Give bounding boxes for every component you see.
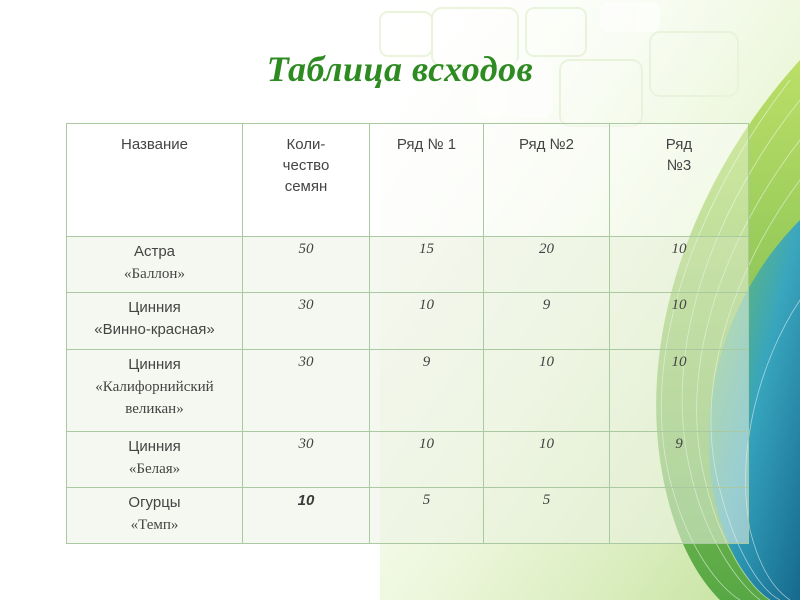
plant-name-cell [67,350,243,431]
table-header-row [67,124,749,237]
row-1-value: 10 [370,431,484,487]
plant-name: Астра [133,243,176,260]
plant-variety: «Калифорнийский великан» [95,379,214,418]
seed-count: 30 [243,293,370,350]
header-seed-count: Коли- чество семян [243,124,370,237]
row-2-value: 5 [484,487,610,543]
row-1-value: 5 [370,487,484,543]
row-2-value: 9 [484,293,610,350]
seed-count: 30 [243,350,370,431]
row-3-value: 10 [610,237,749,293]
table-row [67,487,749,543]
plant-name: Цинния [128,299,181,317]
row-1-value: 10 [370,293,484,350]
plant-name-cell [67,487,243,543]
plant-name-cell [67,237,243,293]
row-1-value: 9 [370,350,484,431]
plant-name: Огурцы [128,493,181,511]
plant-variety: «Баллон» [124,266,185,282]
row-3-value: 10 [610,293,749,350]
row-3-value [610,487,749,543]
header-row-1: Ряд № 1 [370,124,484,237]
seed-count: 10 [243,487,370,543]
row-1-value: 15 [370,237,484,293]
plant-name-cell [67,293,243,350]
row-2-value: 10 [484,431,610,487]
seed-count: 50 [243,237,370,293]
row-2-value: 10 [484,350,610,431]
header-name: Название [67,124,243,237]
table-row [67,293,749,350]
plant-variety: «Винно-красная» [94,321,215,339]
seed-count: 30 [243,431,370,487]
table-row [67,237,749,293]
table-row [67,431,749,487]
header-row-2: Ряд №2 [484,124,610,237]
row-3-value: 10 [610,350,749,431]
plant-name: Цинния [128,356,181,374]
plant-variety: «Темп» [130,516,179,533]
plant-name: Цинния [128,437,181,455]
row-2-value: 20 [484,237,610,293]
plant-variety: «Белая» [128,460,181,477]
header-row-3: Ряд №3 [610,124,749,237]
plant-name-cell [67,431,243,487]
slide-title: Таблица всходов [266,49,534,89]
sprouts-table [66,123,749,544]
table-row [67,350,749,431]
row-3-value: 9 [610,431,749,487]
